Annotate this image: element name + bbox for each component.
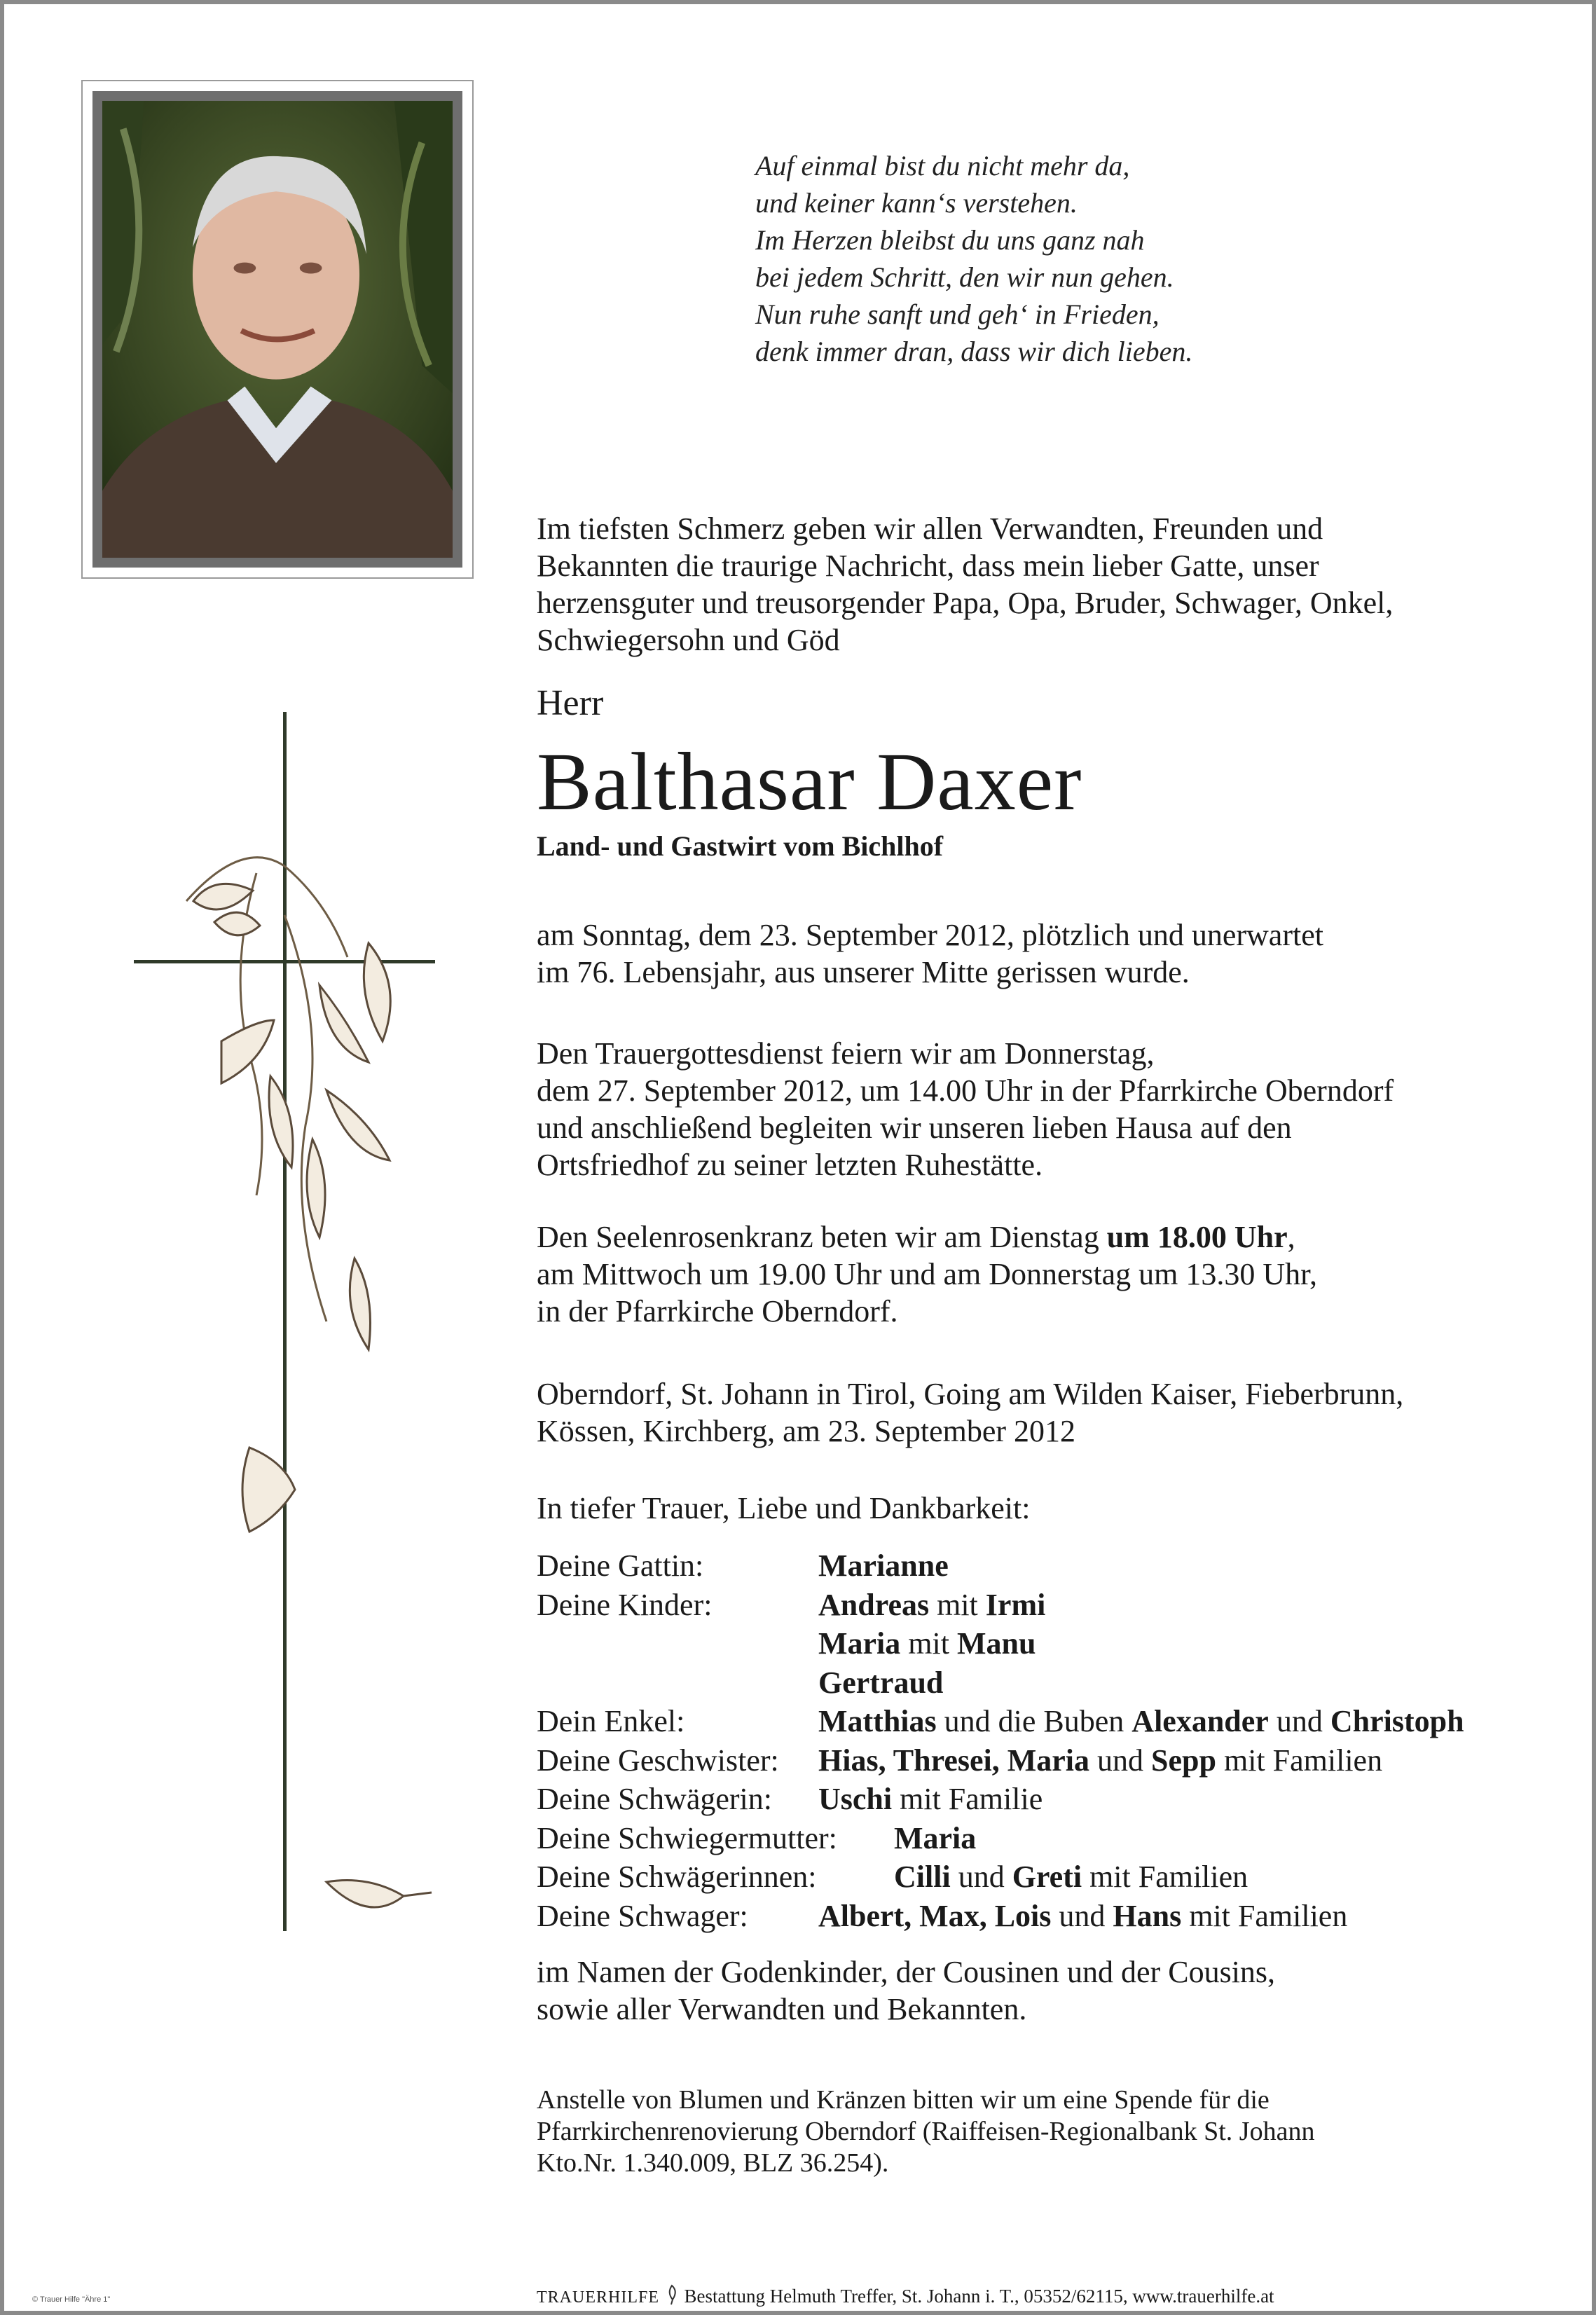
footer-text: Bestattung Helmuth Treffer, St. Johann i. T., 05352/62115, www.trauerhilfe.at xyxy=(684,2286,1274,2307)
family-member-name: Uschi xyxy=(818,1782,893,1816)
family-relation-label: Deine Geschwister: xyxy=(537,1743,779,1778)
footer xyxy=(537,2284,1274,2307)
family-member-name: Gertraud xyxy=(818,1665,944,1700)
rosary-line: am Mittwoch um 19.00 Uhr und am Donnerstag um 13.30 Uhr, xyxy=(537,1257,1317,1291)
family-member-names xyxy=(818,1546,949,1586)
family-member-names xyxy=(894,1857,1248,1897)
mourning-line: In tiefer Trauer, Liebe und Dankbarkeit: xyxy=(537,1491,1031,1525)
on-behalf-line: sowie aller Verwandten und Bekannten. xyxy=(537,1992,1027,2026)
family-connector-text: mit Familien xyxy=(1216,1743,1383,1778)
death-notice xyxy=(537,916,1323,991)
family-connector-text: mit Familien xyxy=(1181,1898,1348,1933)
donation-line: Kto.Nr. 1.340.009, BLZ 36.254). xyxy=(537,2148,889,2178)
family-member-name: Albert, Max, Lois xyxy=(818,1898,1052,1933)
death-line: im 76. Lebensjahr, aus unserer Mitte gerissen wurde. xyxy=(537,955,1190,989)
poem-line: bei jedem Schritt, den wir nun gehen. xyxy=(755,261,1174,293)
death-line: am Sonntag, dem 23. September 2012, plötzlich und unerwartet xyxy=(537,918,1323,952)
family-member-names xyxy=(818,1741,1382,1780)
poem-line: Im Herzen bleibst du uns ganz nah xyxy=(755,224,1145,256)
family-connector-text: und xyxy=(1268,1704,1330,1738)
family-relation-label: Deine Kinder: xyxy=(537,1587,713,1622)
family-member-name: Hans xyxy=(1113,1898,1182,1933)
donation-line: Pfarrkirchenrenovierung Oberndorf (Raiffeisen-Regionalbank St. Johann xyxy=(537,2117,1315,2146)
family-connector-text: und die Buben xyxy=(936,1704,1132,1738)
on-behalf-line: im Namen der Godenkinder, der Cousinen und der Cousins, xyxy=(537,1955,1276,1989)
family-relation-label: Deine Schwägerin: xyxy=(537,1782,772,1816)
service-line: und anschließend begleiten wir unseren lieben Hausa auf den xyxy=(537,1111,1292,1145)
family-member-name: Greti xyxy=(1012,1860,1082,1894)
family-member-name: Andreas xyxy=(818,1587,930,1622)
family-relation-label: Deine Schwiegermutter: xyxy=(537,1820,837,1855)
family-member-names xyxy=(818,1586,1045,1625)
family-connector-text: mit xyxy=(900,1626,957,1661)
intro-line: Im tiefsten Schmerz geben wir allen Verwandten, Freunden und xyxy=(537,511,1323,546)
place-line: Kössen, Kirchberg, am 23. September 2012 xyxy=(537,1414,1076,1448)
family-relation-label: Dein Enkel: xyxy=(537,1704,685,1738)
family-member-names xyxy=(894,1819,976,1858)
poem xyxy=(755,147,1386,370)
family-connector-text: mit Familie xyxy=(892,1782,1043,1816)
poem-line: Auf einmal bist du nicht mehr da, xyxy=(755,150,1130,181)
poem-line: Nun ruhe sanft und geh‘ in Frieden, xyxy=(755,298,1160,330)
family-relation-label: Deine Schwager: xyxy=(537,1898,748,1933)
cross-with-leaves-icon xyxy=(116,691,453,1952)
leaf-logo-icon xyxy=(664,2284,680,2305)
service-line: dem 27. September 2012, um 14.00 Uhr in der Pfarrkirche Oberndorf xyxy=(537,1073,1394,1108)
family-connector-text: und xyxy=(950,1860,1012,1894)
family-member-name: Maria xyxy=(894,1820,977,1855)
family-relation-label: Deine Gattin: xyxy=(537,1548,704,1583)
intro-line: herzensguter und treusorgender Papa, Opa, Bruder, Schwager, Onkel, xyxy=(537,586,1394,620)
family-member-name: Alexander xyxy=(1131,1704,1269,1738)
family-member-name: Cilli xyxy=(894,1860,951,1894)
rosary-line-start: Den Seelenrosenkranz beten wir am Dienstag xyxy=(537,1220,1107,1254)
funeral-service-text xyxy=(537,1035,1394,1183)
family-connector-text: und xyxy=(1051,1898,1113,1933)
family-member-name: Hias, Thresei, Maria xyxy=(818,1743,1090,1778)
family-connector-text: und xyxy=(1089,1743,1152,1778)
family-member-name: Irmi xyxy=(985,1587,1046,1622)
family-member-names xyxy=(818,1702,1464,1741)
poem-line: denk immer dran, dass wir dich lieben. xyxy=(755,336,1193,367)
family-member-names xyxy=(818,1663,943,1703)
donation-line: Anstelle von Blumen und Kränzen bitten wir um eine Spende für die xyxy=(537,2085,1270,2115)
on-behalf-text xyxy=(537,1953,1275,2028)
rosary-line xyxy=(537,1218,1317,1256)
poem-line: und keiner kann‘s verstehen. xyxy=(755,187,1078,219)
family-member-name: Sepp xyxy=(1151,1743,1216,1778)
portrait-frame xyxy=(81,80,474,579)
place-line: Oberndorf, St. Johann in Tirol, Going am Wilden Kaiser, Fieberbrunn, xyxy=(537,1377,1404,1411)
intro-line: Bekannten die traurige Nachricht, dass mein lieber Gatte, unser xyxy=(537,549,1319,583)
family-member-name: Marianne xyxy=(818,1548,949,1583)
occupation: Land- und Gastwirt vom Bichlhof xyxy=(537,830,944,862)
family-connector-text: mit xyxy=(929,1587,986,1622)
family-member-name: Matthias xyxy=(818,1704,937,1738)
intro-line: Schwiegersohn und Göd xyxy=(537,623,840,657)
family-member-name: Maria xyxy=(818,1626,901,1661)
service-line: Den Trauergottesdienst feiern wir am Donnerstag, xyxy=(537,1036,1155,1071)
copyright-note: © Trauer Hilfe "Ähre 1" xyxy=(32,2295,111,2304)
family-member-names xyxy=(818,1624,1036,1663)
family-member-names xyxy=(818,1780,1043,1819)
family-member-names xyxy=(818,1897,1347,1936)
rosary-text xyxy=(537,1218,1317,1330)
rosary-time: um 18.00 Uhr xyxy=(1106,1220,1288,1254)
donation-request xyxy=(537,2084,1314,2179)
service-line: Ortsfriedhof zu seiner letzten Ruhestätte. xyxy=(537,1148,1043,1182)
family-member-name: Manu xyxy=(956,1626,1036,1661)
rosary-line-end: , xyxy=(1287,1220,1295,1254)
family-member-name: Christoph xyxy=(1330,1704,1464,1738)
intro-text xyxy=(537,510,1393,659)
rosary-line: in der Pfarrkirche Oberndorf. xyxy=(537,1294,898,1328)
honorific: Herr xyxy=(537,683,604,723)
deceased-name: Balthasar Daxer xyxy=(537,736,1082,827)
place-date xyxy=(537,1375,1403,1450)
portrait-photo xyxy=(92,91,462,568)
footer-brand: TRAUERHILFE xyxy=(537,2288,659,2307)
family-connector-text: mit Familien xyxy=(1082,1860,1248,1894)
family-relation-label: Deine Schwägerinnen: xyxy=(537,1860,817,1894)
